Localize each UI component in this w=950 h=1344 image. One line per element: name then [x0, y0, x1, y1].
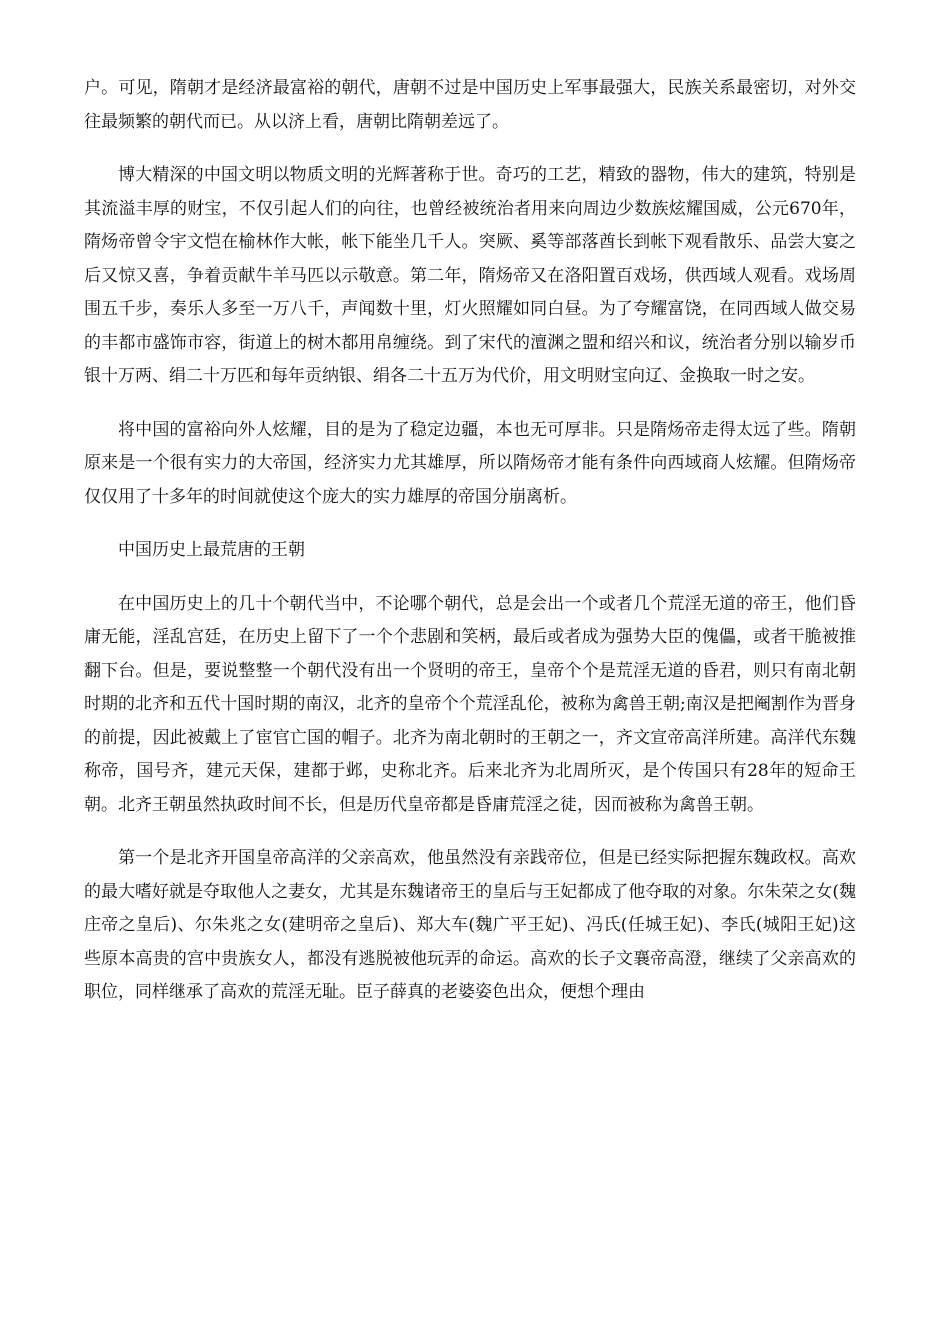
section-heading: 中国历史上最荒唐的王朝	[118, 540, 305, 560]
paragraph-gao-huan: 第一个是北齐开国皇帝高洋的父亲高欢，他虽然没有亲践帝位，但是已经实际把握东魏政权。高欢的最大嗜好就是夺取他人之妻女，尤其是东魏诸帝王的皇后与王妃都成了他夺取的对象。尔朱荣之女(魏庄帝之皇后)、尔朱兆之女(建明帝之皇后)、郑大车(魏广平王妃)、冯氏(任城王妃)、李氏(城阳王妃)这些原本高贵的宫中贵族女人，都没有逃脱被他玩弄的命运。高欢的长子文襄帝高澄，继续了父亲高欢的职位，同样继承了高欢的荒淫无耻。臣子薛真的老婆姿色出众，便想个理由	[84, 848, 856, 1002]
document-page	[84, 72, 856, 1030]
paragraph-continuation: 户。可见，隋朝才是经济最富裕的朝代，唐朝不过是中国历史上军事最强大，民族关系最密切，对外交往最频繁的朝代而已。从以济上看，唐朝比隋朝差远了。	[84, 78, 856, 132]
paragraph-material-civilization: 博大精深的中国文明以物质文明的光辉著称于世。奇巧的工艺，精致的器物，伟大的建筑，特别是其流溢丰厚的财宝，不仅引起人们的向往，也曾经被统治者用来向周边少数族炫耀国威，公元670年，隋炀帝曾令宇文恺在榆林作大帐，帐下能坐几千人。突厥、奚等部落酋长到帐下观看散乐、品尝大宴之后又惊又喜，争着贡献牛羊马匹以示敬意。第二年，隋炀帝又在洛阳置百戏场，供西域人观看。戏场周围五千步，奏乐人多至一万八千，声闻数十里，灯火照耀如同白昼。为了夸耀富饶，在同西域人做交易的丰都市盛饰市容，街道上的树木都用帛缠绕。到了宋代的澶渊之盟和绍兴和议，统治者分别以输岁币银十万两、绢二十万匹和每年贡纳银、绢各二十五万为代价，用文明财宝向辽、金换取一时之安。	[84, 165, 856, 386]
paragraph-absurd-dynasty: 在中国历史上的几十个朝代当中，不论哪个朝代，总是会出一个或者几个荒淫无道的帝王，他们昏庸无能，淫乱宫廷，在历史上留下了一个个悲剧和笑柄，最后或者成为强势大臣的傀儡，或者干脆被推翻下台。但是，要说整整一个朝代没有出一个贤明的帝王，皇帝个个是荒淫无道的昏君，则只有南北朝时期的北齐和五代十国时期的南汉，北齐的皇帝个个荒淫乱伦，被称为禽兽王朝;南汉是把阉割作为晋身的前提，因此被戴上了宦官亡国的帽子。北齐为南北朝时的王朝之一，齐文宣帝高洋所建。高洋代东魏称帝，国号齐，建元天保，建都于邺，史称北齐。后来北齐为北周所灭，是个传国只有28年的短命王朝。北齐王朝虽然执政时间不长，但是历代皇帝都是昏庸荒淫之徒，因而被称为禽兽王朝。	[84, 593, 856, 815]
paragraph-show-off-wealth: 将中国的富裕向外人炫耀，目的是为了稳定边疆，本也无可厚非。只是隋炀帝走得太远了些。隋朝原来是一个很有实力的大帝国，经济实力尤其雄厚，所以隋炀帝才能有条件向西域商人炫耀。但隋炀帝仅仅用了十多年的时间就使这个庞大的实力雄厚的帝国分崩离析。	[84, 419, 856, 507]
